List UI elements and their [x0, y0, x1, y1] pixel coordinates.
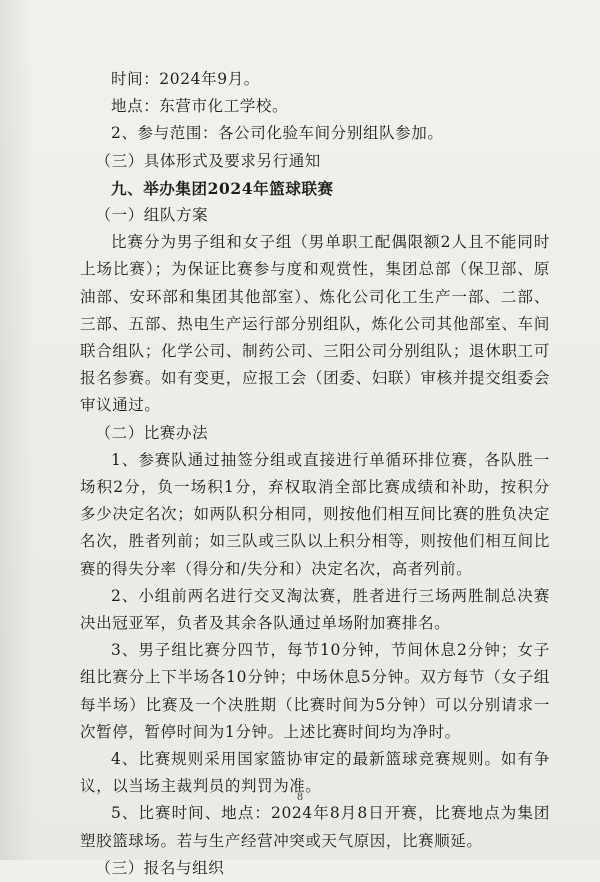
subheading-specific-form: （三）具体形式及要求另行通知 — [95, 151, 321, 170]
subheading-team-plan: （一）组队方案 — [95, 206, 209, 225]
scan-edge-shadow — [0, 0, 34, 860]
section-heading-basketball: 九、举办集团2024年篮球联赛 — [111, 178, 334, 198]
paragraph-rule-2: 2、小组前两名进行交叉淘汰赛，胜者进行三场两胜制总决赛决出冠亚军，负者及其余各队通过单场附加赛排名。 — [80, 586, 550, 633]
paragraph-rule-5: 5、比赛时间、地点：2024年8月8日开赛，比赛地点为集团塑胶篮球场。若与生产经营冲突或天气原因，比赛顺延。 — [80, 804, 550, 850]
line-scope: 2、参与范围：各公司化验车间分别组队参加。 — [111, 124, 444, 143]
document-body — [80, 66, 550, 882]
subheading-competition-method: （二）比赛办法 — [95, 423, 209, 442]
subheading-registration: （三）报名与组织 — [95, 858, 225, 877]
paragraph-rule-3: 3、男子组比赛分四节，每节10分钟，节间休息2分钟；女子组比赛分上下半场各10分钟；中场休息5分钟。双方每节（女子组每半场）比赛及一个决胜期（比赛时间为5分钟）可以分别请求一次暂停，暂停时间为1分钟。上述比赛时间均为净时。 — [80, 641, 550, 741]
paragraph-rule-1: 1、参赛队通过抽签分组或直接进行单循环排位赛，各队胜一场积2分，负一场积1分，弃权取消全部比赛成绩和补助，按积分多少决定名次；如两队积分相同，则按他们相互间比赛的胜负决定名次，胜者列前；如三队或三队以上积分相等，则按他们相互间比赛的得失分率（得分和/失分和）决定名次，高者列前。 — [80, 450, 550, 578]
line-place: 地点：东营市化工学校。 — [111, 97, 289, 116]
paragraph-rule-4: 4、比赛规则采用国家篮协审定的最新篮球竞赛规则。如有争议，以当场主裁判员的判罚为准。 — [80, 750, 550, 796]
page-number: 8 — [296, 792, 304, 803]
paragraph-team-plan: 比赛分为男子组和女子组（男单职工配偶限额2人且不能同时上场比赛）；为保证比赛参与度和观赏性，集团总部（保卫部、原油部、安环部和集团其他部室）、炼化公司化工生产一部、二部、三部、五部、热电生产运行部分别组队，炼化公司其他部室、车间联合组队；化学公司、制药公司、三阳公司分别组队；退休职工可报名参赛。如有变更，应报工会（团委、妇联）审核并提交组委会审议通过。 — [80, 233, 550, 415]
line-time: 时间：2024年9月。 — [111, 70, 260, 88]
